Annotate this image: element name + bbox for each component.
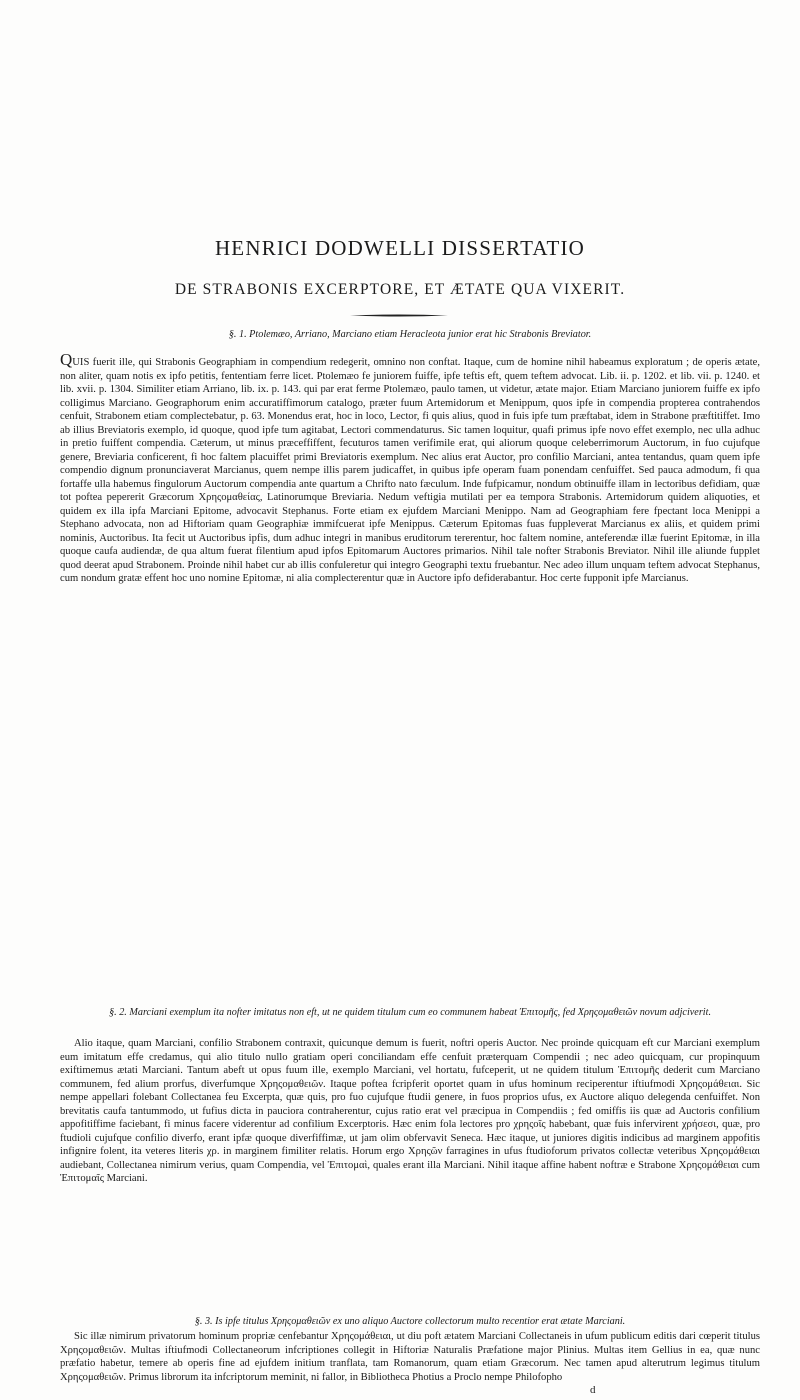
section-3-body: Sic illæ nimirum privatorum hominum propriæ cenfebantur Χρηςομάθειαι, ut diu poft ætatem Marciani Collectaneis in ufum publicum editis dari cœperit titulus Χρηςομαθειῶν. Multas iftiufmodi Collectaneorum infcriptiones collegit in Hiftoriæ Naturalis Præfatione major Plinius. Multas item Gellius in ea, quæ nunc præfatio habetur, temere ab operis fine ad ejufdem initium tranflata, tam Romanorum, quam etiam Græcorum. Nec tamen apud alterutrum legimus titulum Χρηςομαθειῶν. Primus librorum ita infcriptorum meminit, ni fallor, in Bibliotheca Photius a Proclo nempe Philofopho [60, 1331, 760, 1383]
section-1-body [60, 350, 760, 586]
section-1-text: UIS fuerit ille, qui Strabonis Geographiam in compendium redegerit, omnino non conftat. Itaque, cum de homine nihil habeamus exploratum ; de operis ætate, non aliter, quam notis ex ipfo petitis, fententiam ferre licet. Ptolemæo fe juniorem fuiffe, ipfe teftis eft, quem teftem advocat. Lib. ii. p. 1202. et lib. vii. p. 1240. et lib. xvii. p. 1304. Similiter etiam Arriano, lib. ix. p. 143. qui par erat ferme Ptolemæo, paulo tamen, ut videtur, ætate major. Etiam Marciano juniorem fuiffe ex ipfo colligimus Marciano. Geographorum enim accuratiffimorum catalogo, præter fuum Artemidorum et Menippum, quos ipfe in compendia propterea contrahendos cenfuit, Strabonem etiam complectebatur, p. 63. Monendus erat, hoc in loco, Lector, fi quis alius, quod in fuis ipfe tum præftabat, idem in Strabone præftitiffet. Imo ab illius Breviatoris exemplo, id quoque, quod ipfe tum agitabat, Lectori commendaturus. Sic tamen loquitur, quafi primus ipfe novo effet exemplo, nec ulla adhuc in pretio fuiffent compendia. Cæterum, ut minus præceffiffent, fecuturos tamen verifimile erat, qui aliorum quoque celeberrimorum Auctorum, in fuo cujufque genere, Breviaria conficerent, fi hoc faltem placuiffet primi Breviatoris exemplum. Nec alius erat Auctor, pro confilio Marciani, antea tentandus, quam quem ipfe compendio dignum pronunciaverat Marcianus, quem nempe illis parem judicaffet, in quibus ipfe operam fuam ponendam cenfuiffet. Sed pauca admodum, fi qua fortaffe ulla habemus fingulorum Auctorum compendia ante quartum a Chrifto nato fæculum. Inde fufpicamur, nondum obtinuiffe illam in lectoribus defidiam, quæ tot poftea pepererit Græcorum Χρηςομαθείας, Latinorumque Breviaria. Nedum veftigia mutilati per ea tempora Strabonis. Artemidorum quidem aliquoties, et quidem ex illa ipfa Marciani Epitome, advocavit Stephanus. Forte etiam ex ejufdem Marciani Menippo. Nam ad Geographiam fere fpectant loca Menippi a Stephano advocata, non ad Hiftoriam quam Geographiæ immifcuerat ipfe Menippus. Cæterum Epitomas fuas fuppleverat Marcianus ex aliis, et quidem primi nominis, Auctoribus. Ita fecit ut Auctoribus ipfis, dum adhuc integri in manibus eruditorum tererentur, hoc faltem nomine, anteferendæ illæ fuerint Epitomæ, in illa quoque caufa audiendæ, de qua altum fuerat filentium apud ipfos Epitomarum Auctores primarios. Nihil tale nofter Strabonis Breviator. Nihil ille aliunde fupplet quod deerat apud Strabonem. Proinde nihil habet cur ab illis confuleretur qui integro Geographi textu fruebantur. Nec adeo illum unquam teftem advocat Stephanus, cum nondum gratæ effent hoc uno nomine Epitomæ, ni alia complecterentur quæ in Auctore ipfo defiderabantur. Hoc certe fupponit ipfe Marcianus. [60, 357, 760, 584]
page-subtitle: DE STRABONIS EXCERPTORE, ET ÆTATE QUA VIXERIT. [174, 281, 626, 298]
signature-mark: d [590, 1384, 596, 1396]
ornamental-rule [350, 314, 448, 317]
drop-cap: Q [60, 350, 73, 369]
section-1-heading: §. 1. Ptolemæo, Arriano, Marciano etiam Heracleota junior erat hic Strabonis Breviator. [228, 329, 592, 340]
page-title: HENRICI DODWELLI DISSERTATIO [214, 236, 586, 260]
section-2-body: Alio itaque, quam Marciani, confilio Strabonem contraxit, quicunque demum is fuerit, noftri operis Auctor. Nec proinde quicquam eft cur Marciani exemplum eum imitatum effe credamus, qui alio titulo nullo gratiam operi conciliandam effe cenfuit præterquam Compendii ; nec adeo quicquam, cur propinquum exiftimemus ætati Marciani. Tantum abeft ut opus fuum ille, exemplo Marciani, vel hortatu, fufceperit, ut ne quidem titulum Ἐπιτομῆς dederit cum Marciano communem, fed alium prorfus, diverfumque Χρηςομαθειῶν. Itaque poftea fcripferit oportet quam in ufus hominum reciperentur iftiufmodi Χρηςομάθειαι. Sic nempe appellari folebant Collectanea feu Excerpta, quæ quis, pro fuo cujufque ftudii genere, in fuos proprios ufus, ex Auctore aliquo delegenda cenfuiffet. Non brevitatis caufa tantummodo, ut fufius dicta in pauciora contraherentur, cujus ratio erat vel præcipua in Compendiis ; fed omiffis iis quæ ad Auctoris confilium appofitiffime faciebant, fi minus facere viderentur ad confilium Excerptoris. Hæc enim fola lectores pro χρηςοῖς habebant, quæ fuis infervirent χρήσεσι, quæ, pro ftudioli cujufque confilio diverfo, erant ipfæ quoque diverfiffimæ, ut jam olim obfervavit Seneca. Hæc itaque, ut juniores digitis indicibus ad marginem appofitis infignire folent, ita veteres literis χρ. in marginem fimiliter relatis. Horum ergo Χρηςῶν farragines in ufus ftudioforum privatos collectæ veteribus Χρηςομάθειαι audiebant, Collectanea nimirum verius, quam Compendia, vel Ἐπιτομαὶ, quales erant illa Marciani. Nihil itaque affine habent noftræ e Strabone Χρηςομάθειαι cum Ἐπιτομαῖς Marciani. [60, 1038, 760, 1184]
section-3-heading: §. 3. Is ipfe titulus Χρηςομαθειῶν ex uno aliquo Auctore collectorum multo recentior erat ætate Marciani. [194, 1316, 626, 1327]
section-2-heading: §. 2. Marciani exemplum ita nofter imitatus non eft, ut ne quidem titulum cum eo communem habeat Ἐπιτομῆς, fed Χρηςομαθειῶν novum adjciverit. [109, 1007, 711, 1018]
